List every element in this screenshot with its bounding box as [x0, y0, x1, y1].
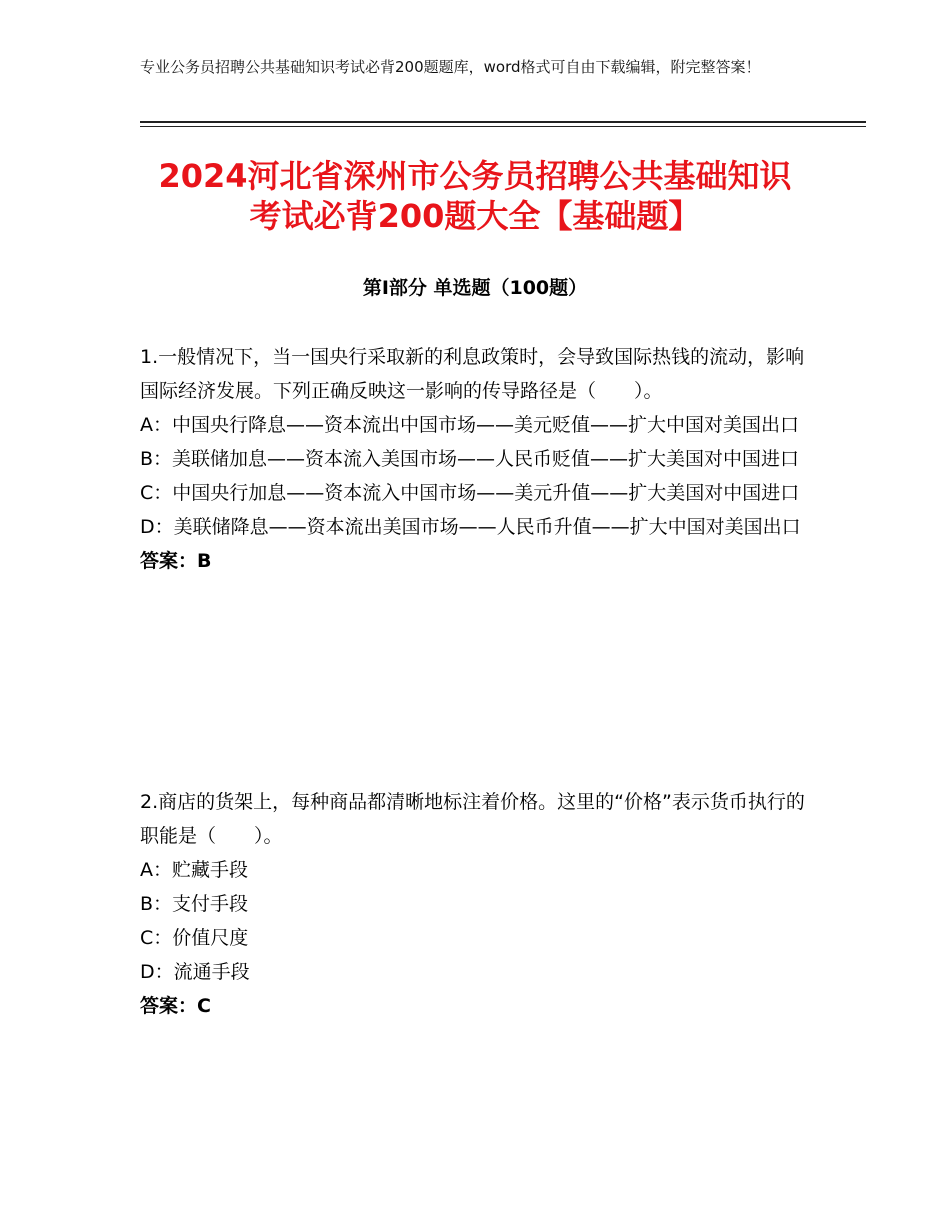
answer: 答案：B: [140, 550, 212, 572]
option-d: D：流通手段: [140, 961, 250, 983]
document-title-line-2: 考试必背200题大全【基础题】: [249, 197, 701, 235]
header-divider-thin: [140, 126, 866, 127]
section-heading: 第Ⅰ部分 单选题（100题）: [362, 277, 588, 299]
question-1: [140, 340, 812, 578]
option-c: C：价值尺度: [140, 927, 249, 949]
document-title-line-1: 2024河北省深州市公务员招聘公共基础知识: [158, 157, 792, 195]
option-b: B：美联储加息——资本流入美国市场——人民币贬值——扩大美国对中国进口: [140, 448, 800, 470]
option-c: C：中国央行加息——资本流入中国市场——美元升值——扩大美国对中国进口: [140, 482, 800, 504]
option-a: A：贮藏手段: [140, 859, 248, 881]
option-d: D：美联储降息——资本流出美国市场——人民币升值——扩大中国对美国出口: [140, 516, 801, 538]
header-divider-thick: [140, 121, 866, 123]
question-2: [140, 785, 812, 1023]
question-stem: 1.一般情况下，当一国央行采取新的利息政策时，会导致国际热钱的流动，影响国际经济发展。下列正确反映这一影响的传导路径是（ ）。: [140, 346, 805, 402]
option-a: A：中国央行降息——资本流出中国市场——美元贬值——扩大中国对美国出口: [140, 414, 799, 436]
option-b: B：支付手段: [140, 893, 249, 915]
document-title: [140, 156, 810, 236]
question-stem: 2.商店的货架上，每种商品都清晰地标注着价格。这里的“价格”表示货币执行的职能是（ ）。: [140, 791, 805, 847]
answer: 答案：C: [140, 995, 211, 1017]
header-note: 专业公务员招聘公共基础知识考试必背200题题库，word格式可自由下载编辑，附完整答案！: [140, 58, 761, 76]
